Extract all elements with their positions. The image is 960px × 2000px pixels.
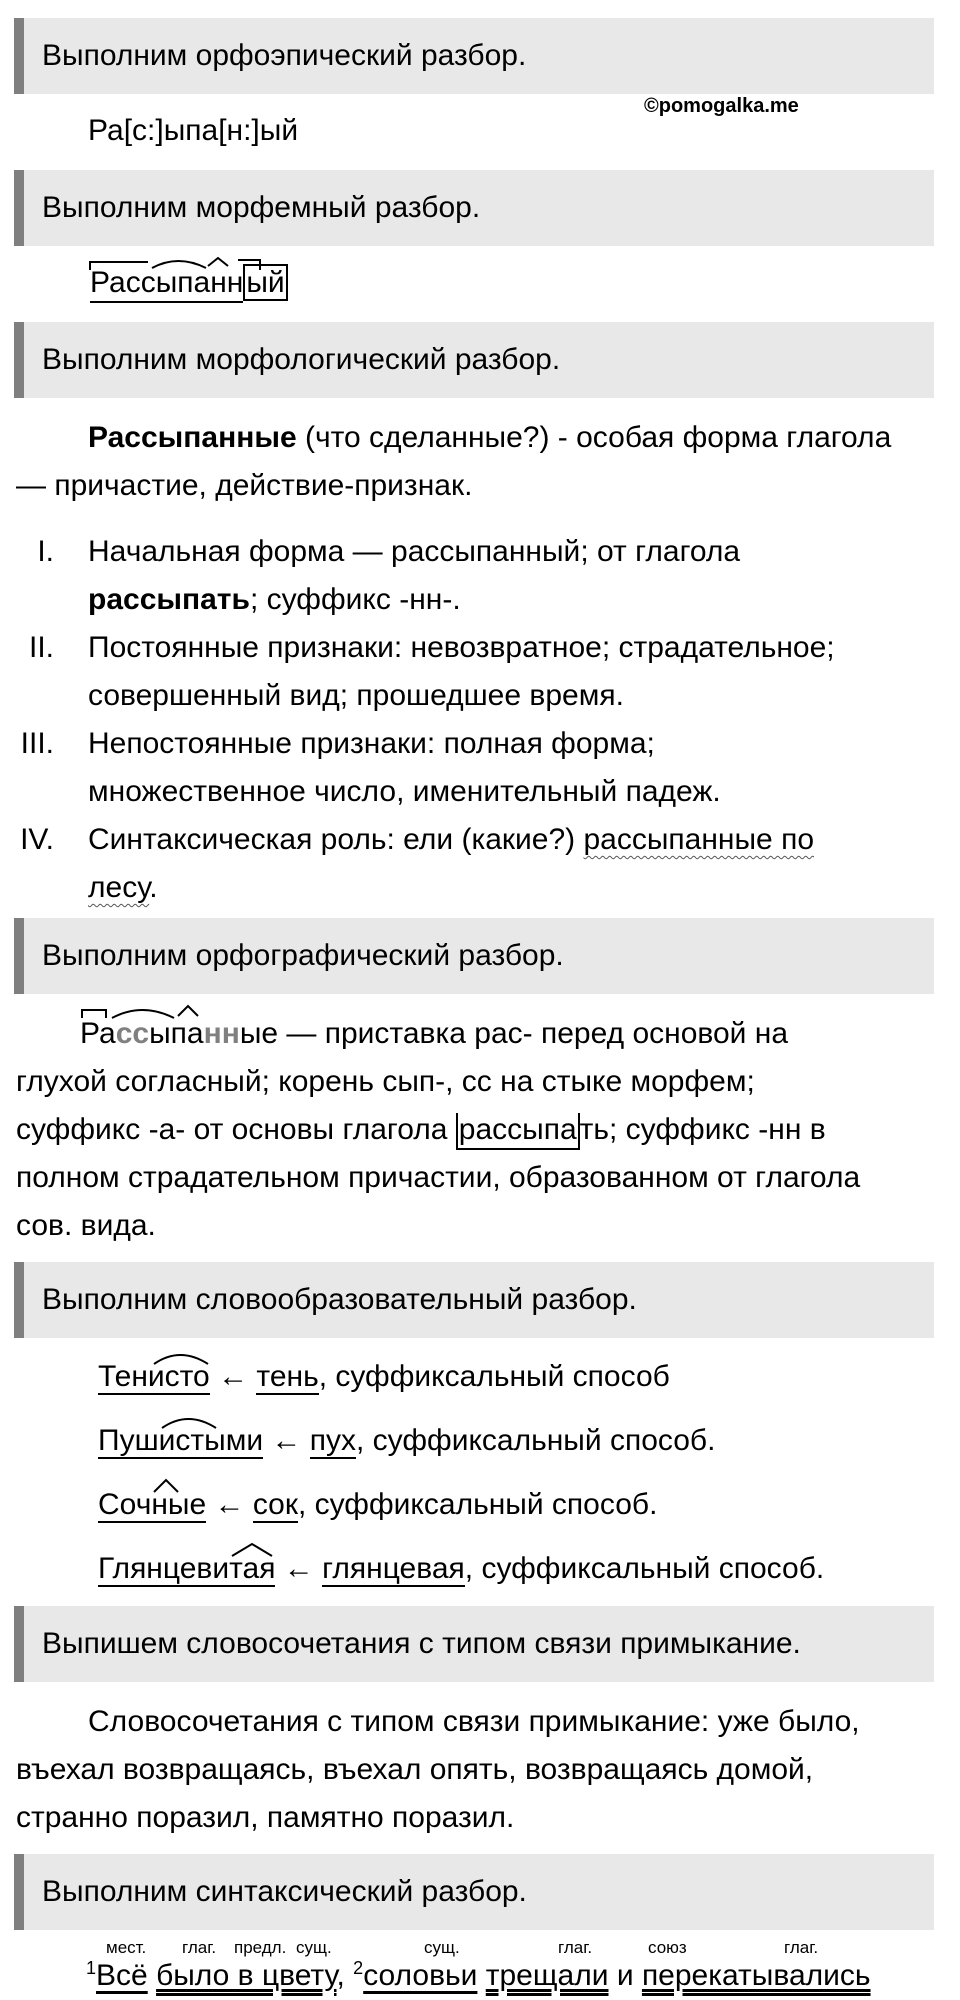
section-title: Выполним словообразовательный разбор. [42,1283,637,1316]
wordformation-row [98,1552,824,1586]
ortho-line: — приставка рас- перед основой на [278,1017,789,1050]
list-number: IV. [20,823,54,856]
derived-word: Глянцевитая [98,1552,276,1585]
row-rest: , суффиксальный способ. [297,1488,658,1521]
list-number: III. [20,727,54,760]
predicate-word: трещали [485,1959,609,1992]
lead-text: (что сделанные?) - особая форма глагола [296,421,892,454]
list-text [88,720,948,816]
section-title: Выполним орфоэпический разбор. [42,39,527,72]
wavy-underlined-word: лесу [88,871,150,904]
base-word: глянцевая [322,1552,465,1585]
orthographic-text [16,1010,946,1250]
derived-word: Тенисто [98,1360,210,1393]
row-rest: , суффиксальный способ [318,1360,670,1393]
section-header-wordformation [14,1262,934,1338]
base-word: пух [309,1424,356,1457]
section-header-orthoepic [14,18,934,94]
pos-label: сущ. [296,1938,332,1957]
arrow: ← [263,1424,310,1457]
section-title: Выполним синтаксический разбор. [42,1875,527,1908]
list-text-b: ; суффикс -нн-. [249,583,461,616]
section-title: Выполним морфемный разбор. [42,191,481,224]
morpheme-marks [88,256,308,280]
pos-label: глаг. [784,1938,819,1957]
suffix-mark [152,1478,182,1494]
section-header-phrases [14,1606,934,1682]
list-text-a: Начальная форма — рассыпанный; от глагола [88,535,741,568]
list-text [88,624,948,720]
list-text-b: множественное число, именительный падеж. [88,775,721,808]
phrases-line: Словосочетания с типом связи примыкание: уже было, [88,1705,860,1738]
suffix-mark [160,1414,220,1430]
list-text-b: совершенный вид; прошедшее время. [88,679,624,712]
section-title: Выпишем словосочетания с типом связи примыкание. [42,1627,801,1660]
list-number: II. [28,631,54,664]
ortho-part: Ра [80,1017,116,1050]
base-word: сок [252,1488,298,1521]
list-text-a: Синтаксическая роль: ели (какие?) [88,823,584,856]
derived-word: Пушистыми [98,1424,264,1457]
pos-label: глаг. [558,1938,593,1957]
predicate-word: перекатывались [641,1959,871,1992]
watermark: ©pomogalka.me [644,95,799,117]
ortho-highlight: сс [115,1017,150,1050]
syntactic-sentence [86,1958,871,1993]
pos-label: мест. [106,1938,147,1957]
suffix-mark [230,1542,280,1558]
arrow: ← [275,1552,323,1585]
section-header-syntactic [14,1854,934,1930]
list-text-b: . [149,871,158,904]
ortho-word [80,1017,278,1050]
transcription: Ра[с:]ыпа[н:]ый [88,114,299,147]
list-text-a: Непостоянные признаки: полная форма; [88,727,655,760]
pos-label: сущ. [424,1938,460,1957]
derived-word: Сочные [98,1488,207,1521]
morphemic-stem: Рассыпанн [90,266,243,303]
pos-label: предл. [234,1938,287,1957]
punct: , [336,1959,354,1992]
clause-number: 1 [86,1958,97,1978]
list-text-a: Постоянные признаки: невозвратное; страдательное; [88,631,835,664]
lead-cont: — причастие, действие-признак. [16,469,473,502]
conjunction: и [608,1959,642,1992]
ortho-part: ые [239,1017,279,1050]
clause-number: 2 [353,1958,364,1978]
ortho-line: суффикс -а- от основы глагола [16,1113,456,1146]
morphemic-ending: ый [243,264,287,301]
row-rest: , суффиксальный способ. [356,1424,716,1457]
pos-label: союз [648,1938,687,1957]
section-title: Выполним морфологический разбор. [42,343,561,376]
list-text [88,528,948,624]
phrases-line: въехал возвращаясь, въехал опять, возвращаясь домой, [16,1753,814,1786]
list-number: I. [37,535,54,568]
ortho-part: ыпа [149,1017,204,1050]
list-text [88,816,948,912]
list-text-bold: рассыпать [88,583,250,616]
predicate-word: было в цвету [156,1959,337,1992]
suffix-mark [152,1350,212,1366]
phrases-line: странно поразил, памятно поразил. [16,1801,515,1834]
section-header-orthographic [14,918,934,994]
wavy-underlined-phrase: рассыпанные по [583,823,815,856]
row-rest: , суффиксальный способ. [464,1552,825,1585]
arrow: ← [206,1488,253,1521]
ortho-stem-word: рассыпа [456,1113,580,1150]
ortho-line: сов. вида. [16,1209,156,1242]
section-header-morphological [14,322,934,398]
arrow: ← [209,1360,257,1393]
ortho-line: ть; суффикс -нн в [579,1113,826,1146]
phrases-text [16,1698,946,1842]
section-header-morphemic [14,170,934,246]
subject-word: соловьи [363,1959,478,1992]
pos-label: глаг. [182,1938,217,1957]
ortho-line: полном страдательном причастии, образованном от глагола [16,1161,861,1194]
lead-word: Рассыпанные [88,421,297,454]
base-word: тень [256,1360,319,1393]
morph-lead [16,414,946,510]
section-title: Выполним орфографический разбор. [42,939,564,972]
ortho-highlight: нн [203,1017,240,1050]
ortho-line: глухой согласный; корень сып-, сс на стыке морфем; [16,1065,755,1098]
subject-word: Всё [96,1959,148,1992]
